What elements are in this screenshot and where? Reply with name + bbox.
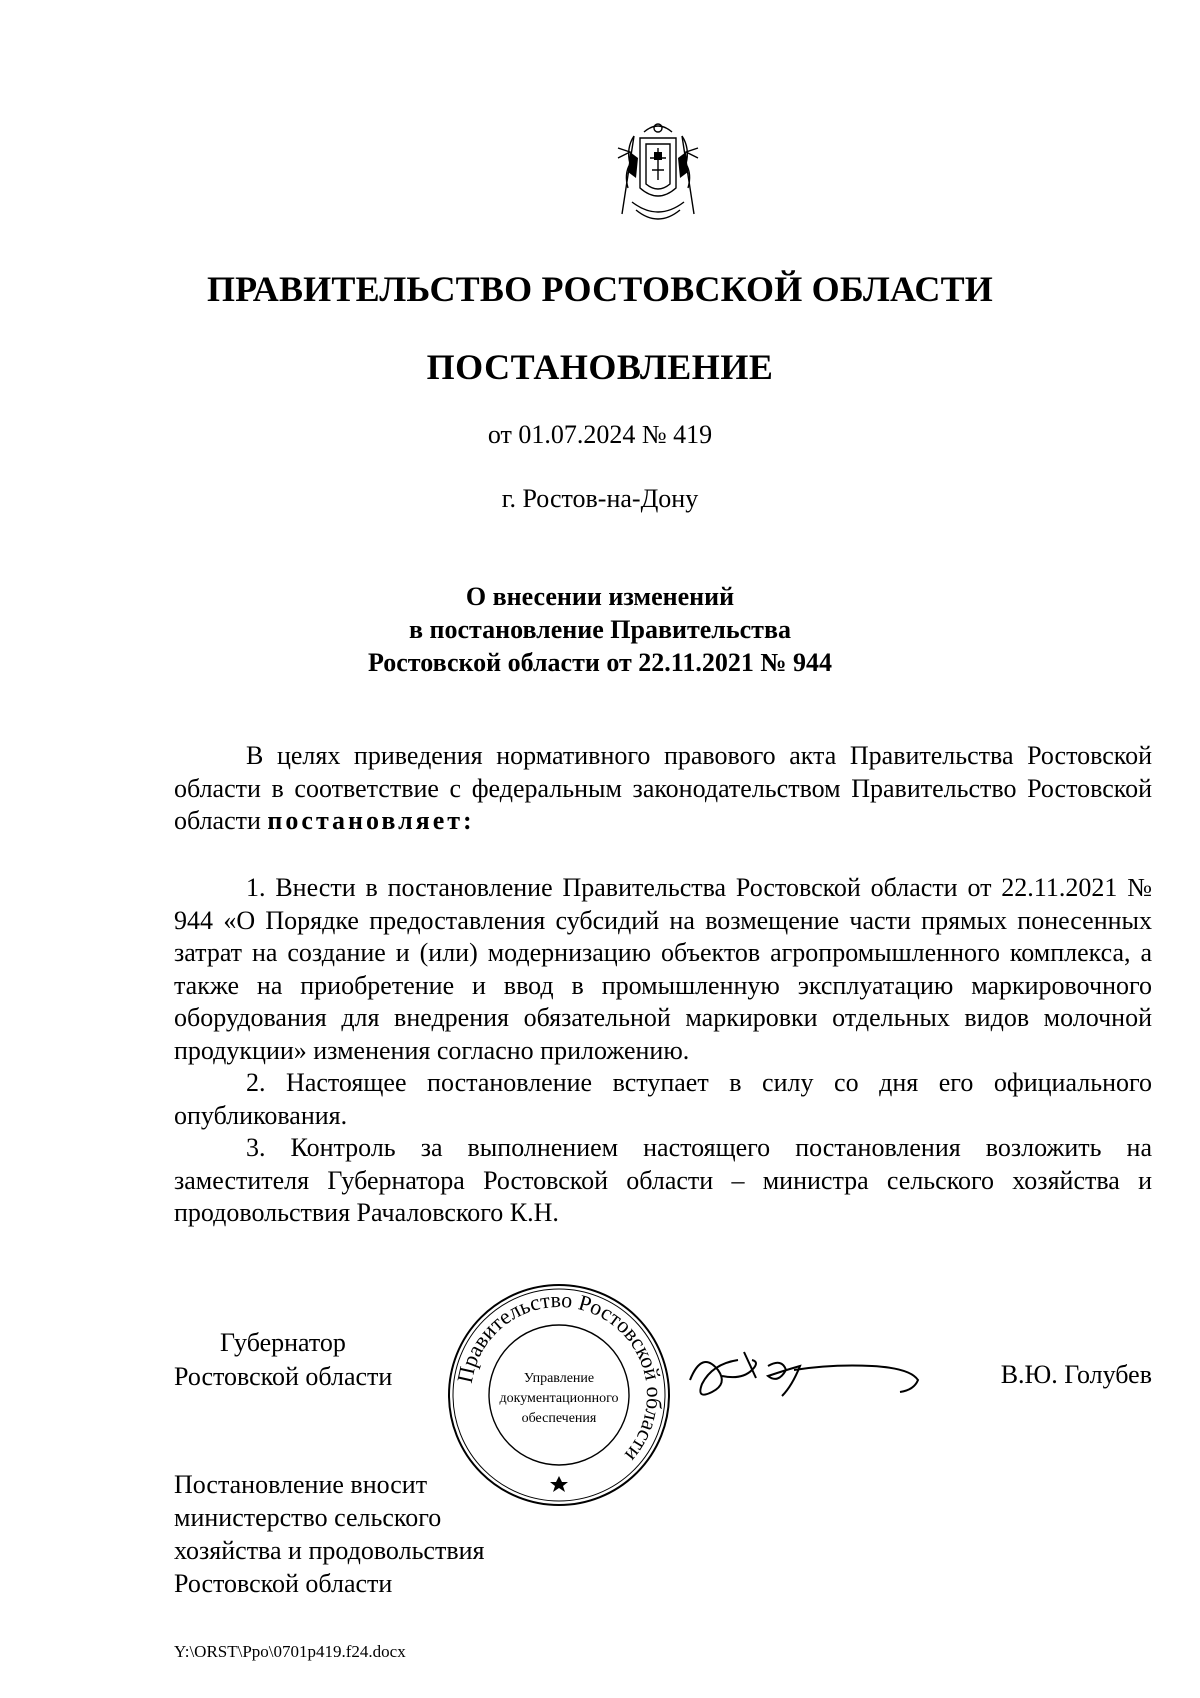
signatory-position [174,1326,392,1394]
introducer-line: Ростовской области [174,1569,393,1598]
seal-center-line: обеспечения [521,1411,597,1426]
coat-of-arms-emblem [604,118,712,236]
preamble-verb: постановляет: [267,806,475,835]
document-subject [0,580,1200,679]
preamble-paragraph [174,740,1152,838]
seal-center-line: Управление [523,1371,595,1386]
resolution-items [174,872,1152,1230]
organization-title: ПРАВИТЕЛЬСТВО РОСТОВСКОЙ ОБЛАСТИ [206,269,994,309]
introducer-line: министерство сельского [174,1503,442,1532]
subject-line: Ростовской области от 22.11.2021 № 944 [368,648,832,677]
file-path: Y:\ORST\Ppo\0701p419.f24.docx [174,1642,406,1661]
resolution-item: 3. Контроль за выполнением настоящего постановления возложить на заместителя Губернатора Ростовской области – министра сельского хозяйства и продовольствия Рачаловского К.Н. [174,1133,1152,1227]
signatory-position-line: Ростовской области [174,1362,393,1391]
document-city: г. Ростов-на-Дону [501,484,699,513]
handwritten-signature [682,1340,942,1410]
preamble-text: В целях приведения нормативного правового акта Правительства Ростовской области в соответствие с федеральным законодательством Правительство Ростовской области [174,741,1152,835]
signatory-position-line: Губернатор [220,1328,346,1357]
document-date-number: от 01.07.2024 № 419 [487,420,713,449]
introducer-line: хозяйства и продовольствия [174,1536,485,1565]
introducer-line: Постановление вносит [174,1470,428,1499]
preamble [174,740,1152,838]
seal-center-line: документационного [499,1391,619,1406]
seal-ring-path: Правительство Ростовской области [451,1286,668,1468]
subject-line: в постановление Правительства [408,615,791,644]
subject-line: О внесении изменений [465,582,735,611]
signatory-name: В.Ю. Голубев [1000,1360,1152,1389]
resolution-item: 1. Внести в постановление Правительства Ростовской области от 22.11.2021 № 944 «О Порядке предоставления субсидий на возмещение части прямых понесенных затрат на создание и (или) модернизацию объектов агропромышленного комплекса, а также на приобретение и ввод в промышленную эксплуатацию маркировочного оборудования для внедрения обязательной маркировки отдельных видов молочной продукции» изменения согласно приложению. [174,873,1152,1065]
introducer-note [174,1468,484,1600]
resolution-item: 2. Настоящее постановление вступает в силу со дня его официального опубликования. [174,1068,1152,1130]
document-type: ПОСТАНОВЛЕНИЕ [426,347,774,387]
